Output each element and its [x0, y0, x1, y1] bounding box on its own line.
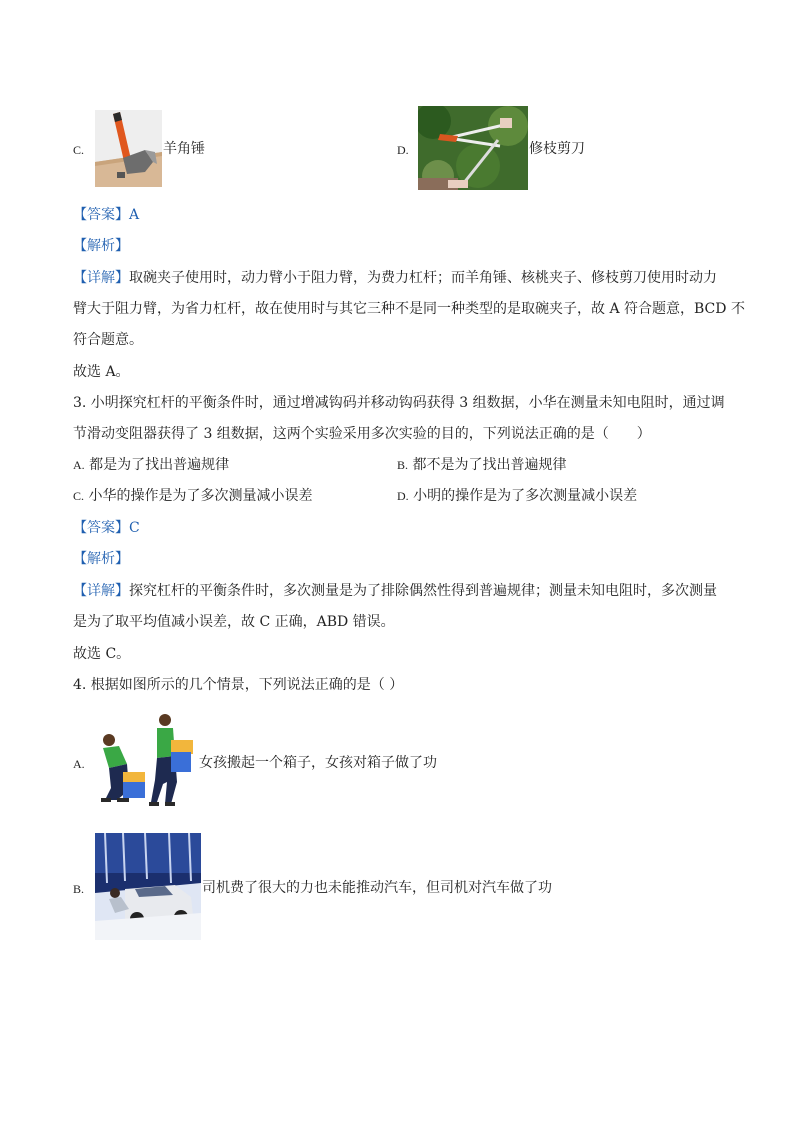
- q3-conclusion: 故选 C。: [73, 646, 131, 662]
- pruning-shears-icon: [418, 106, 528, 190]
- girl-lifting-box-icon: [95, 712, 198, 810]
- q4-option-b-letter: B.: [73, 882, 85, 896]
- q4-option-b-text: 司机费了很大的力也未能推动汽车，但司机对汽车做了功: [202, 880, 552, 896]
- q2-detail-tag: 【详解】: [73, 270, 129, 286]
- option-d-text: 修枝剪刀: [529, 141, 585, 157]
- q3-option-d-letter: D.: [397, 489, 409, 503]
- option-c-text: 羊角锤: [163, 141, 205, 157]
- q2-answer-text: 【答案】A: [73, 207, 140, 223]
- pushing-car-image: [95, 833, 201, 940]
- q3-option-d-text: 小明的操作是为了多次测量减小误差: [413, 488, 638, 504]
- q2-detail-line2: 臂大于阻力臂，为省力杠杆，故在使用时与其它三种不是同一种类型的是取碗夹子，故 A 符合题意，BCD 不: [73, 301, 745, 317]
- q2-detail: [73, 263, 745, 356]
- q3-option-c-text: 小华的操作是为了多次测量减小误差: [88, 488, 313, 504]
- q3-option-c-letter: C.: [73, 489, 85, 503]
- q3-answer: 【答案】C: [73, 520, 140, 536]
- q3-detail-line1: 探究杠杆的平衡条件时，多次测量是为了排除偶然性得到普遍规律；测量未知电阻时，多次测量: [129, 583, 717, 599]
- q3-option-c[interactable]: [73, 486, 312, 506]
- q3-analysis-label: 【解析】: [73, 551, 129, 567]
- pushing-car-icon: [95, 833, 201, 940]
- q3-option-b-letter: B.: [397, 458, 409, 472]
- q2-answer: [73, 205, 139, 225]
- q3-option-a[interactable]: [73, 455, 229, 475]
- claw-hammer-icon: [95, 110, 162, 187]
- q3-stem-line2: 节滑动变阻器获得了 3 组数据，这两个实验采用多次实验的目的，下列说法正确的是（ ）: [73, 426, 651, 442]
- q4-option-a-letter: A.: [73, 757, 85, 771]
- q3-detail: [73, 576, 733, 638]
- q3-stem-line1: 3. 小明探究杠杆的平衡条件时，通过增减钩码并移动钩码获得 3 组数据，小华在测量未知电阻时，通过调: [73, 395, 725, 411]
- q2-detail-line3: 符合题意。: [73, 332, 143, 348]
- pruning-shears-image: [418, 106, 528, 190]
- girl-lifting-box-image: [95, 712, 198, 810]
- q3-option-b-text: 都不是为了找出普遍规律: [412, 457, 567, 473]
- q2-detail-line1: 取碗夹子使用时，动力臂小于阻力臂，为费力杠杆；而羊角锤、核桃夹子、修枝剪刀使用时动力: [129, 270, 717, 286]
- option-c-letter: C.: [73, 143, 85, 157]
- q3-option-a-letter: A.: [73, 458, 85, 472]
- q3-detail-line2: 是为了取平均值减小误差，故 C 正确，ABD 错误。: [73, 614, 395, 630]
- q2-conclusion: 故选 A。: [73, 364, 130, 380]
- q3-option-b[interactable]: [397, 455, 566, 475]
- claw-hammer-image: [95, 110, 162, 187]
- q3-stem: [73, 388, 733, 450]
- q3-option-a-text: 都是为了找出普遍规律: [89, 457, 230, 473]
- q3-detail-tag: 【详解】: [73, 583, 129, 599]
- q3-option-d[interactable]: [397, 486, 637, 506]
- q2-analysis-label: 【解析】: [73, 238, 129, 254]
- option-d-letter: D.: [397, 143, 409, 157]
- q4-stem: 4. 根据如图所示的几个情景，下列说法正确的是（ ）: [73, 677, 404, 693]
- q4-option-a-text: 女孩搬起一个箱子，女孩对箱子做了功: [199, 755, 437, 771]
